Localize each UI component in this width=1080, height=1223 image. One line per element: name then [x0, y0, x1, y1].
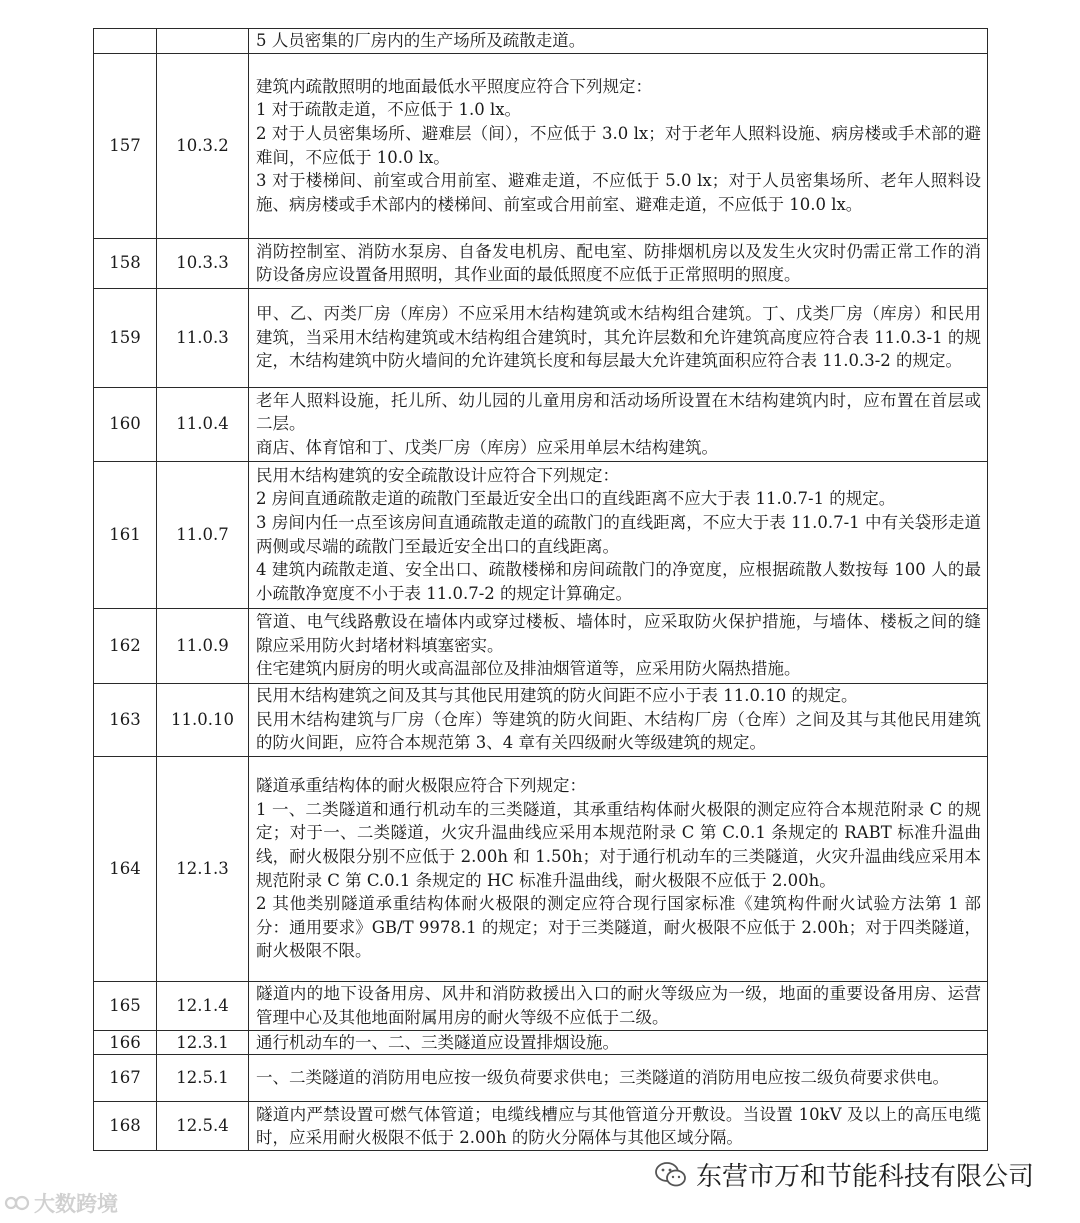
company-watermark	[654, 1156, 1034, 1193]
source-logo-icon	[4, 1192, 30, 1214]
company-watermark-text: 东营市万和节能科技有限公司	[696, 1162, 1035, 1192]
wechat-icon	[654, 1160, 688, 1190]
clause-text	[249, 756, 988, 981]
clause-text-line: 建筑内疏散照明的地面最低水平照度应符合下列规定：	[256, 76, 652, 96]
row-number: 158	[94, 238, 157, 288]
table-row	[94, 387, 988, 461]
clause-number: 10.3.2	[157, 53, 249, 238]
clause-text	[249, 29, 988, 54]
clause-text	[249, 387, 988, 461]
clause-text-line: 管道、电气线路敷设在墙体内或穿过楼板、墙体时，应采取防火保护措施，与墙体、楼板之间的缝隙应采用防火封堵材料填塞密实。	[256, 612, 981, 655]
row-number	[94, 29, 157, 54]
clause-text-line: 3 房间内任一点至该房间直通疏散走道的疏散门的直线距离，不应大于表 11.0.7-1 中有关袋形走道两侧或尽端的疏散门至最近安全出口的直线距离。	[256, 513, 981, 556]
clause-text-line: 4 建筑内疏散走道、安全出口、疏散楼梯和房间疏散门的净宽度，应根据疏散人数按每 100 人的最小疏散净宽度不小于表 11.0.7-2 的规定计算确定。	[256, 560, 981, 603]
clause-text	[249, 608, 988, 683]
clause-number: 11.0.10	[157, 683, 249, 756]
table-row	[94, 1030, 988, 1055]
clause-text	[249, 53, 988, 238]
clause-number: 12.5.4	[157, 1102, 249, 1151]
table-row	[94, 29, 988, 54]
clause-number: 11.0.7	[157, 461, 249, 608]
clause-text-line: 2 其他类别隧道承重结构体耐火极限的测定应符合现行国家标准《建筑构件耐火试验方法第 1 部分：通用要求》GB/T 9978.1 的规定；对于三类隧道，耐火极限不应低于 2.00h；对于四类隧道，耐火极限不限。	[256, 894, 981, 961]
clause-text-line: 1 对于疏散走道，不应低于 1.0 lx。	[256, 100, 522, 120]
clause-text-line: 民用木结构建筑之间及其与其他民用建筑的防火间距不应小于表 11.0.10 的规定。	[256, 686, 858, 706]
regulation-table	[93, 28, 988, 1151]
table-row	[94, 1102, 988, 1151]
clause-text	[249, 1102, 988, 1151]
row-number: 168	[94, 1102, 157, 1151]
row-number: 163	[94, 683, 157, 756]
clause-number: 12.3.1	[157, 1030, 249, 1055]
row-number: 167	[94, 1055, 157, 1102]
clause-text-line: 1 一、二类隧道和通行机动车的三类隧道，其承重结构体耐火极限的测定应符合本规范附录 C 的规定；对于一、二类隧道，火灾升温曲线应采用本规范附录 C 第 C.0.1 条规定的 RABT 标准升温曲线，耐火极限分别不应低于 2.00h 和 1.50h；对于通行机动车的三类隧道，火灾升温曲线应采用本规范附录 C 第 C.0.1 条规定的 HC 标准升温曲线，耐火极限不应低于 2.00h。	[256, 799, 981, 890]
table-row	[94, 683, 988, 756]
table-row	[94, 461, 988, 608]
row-number: 159	[94, 288, 157, 387]
clause-text-line: 3 对于楼梯间、前室或合用前室、避难走道，不应低于 5.0 lx；对于人员密集场所、老年人照料设施、病房楼或手术部内的楼梯间、前室或合用前室、避难走道，不应低于 10.0 lx。	[256, 171, 981, 214]
source-watermark	[4, 1188, 118, 1218]
regulation-table-body	[94, 29, 988, 1151]
clause-number: 12.1.4	[157, 981, 249, 1030]
clause-text-line: 隧道承重结构体的耐火极限应符合下列规定：	[256, 776, 586, 796]
clause-text-line: 老年人照料设施，托儿所、幼儿园的儿童用房和活动场所设置在木结构建筑内时，应布置在首层或二层。	[256, 390, 981, 434]
clause-text-line: 2 对于人员密集场所、避难层（间），不应低于 3.0 lx；对于老年人照料设施、病房楼或手术部的避难间，不应低于 10.0 lx。	[256, 124, 981, 167]
clause-number: 11.0.3	[157, 288, 249, 387]
row-number: 160	[94, 387, 157, 461]
clause-text-line: 民用木结构建筑的安全疏散设计应符合下列规定：	[256, 465, 619, 485]
clause-text	[249, 1030, 988, 1055]
clause-number: 12.1.3	[157, 756, 249, 981]
clause-number: 11.0.4	[157, 387, 249, 461]
clause-text	[249, 461, 988, 608]
clause-text	[249, 1055, 988, 1102]
table-row	[94, 981, 988, 1030]
clause-text-line: 商店、体育馆和丁、戊类厂房（库房）应采用单层木结构建筑。	[256, 437, 718, 457]
clause-text-line: 民用木结构建筑与厂房（仓库）等建筑的防火间距、木结构厂房（仓库）之间及其与其他民用建筑的防火间距，应符合本规范第 3、4 章有关四级耐火等级建筑的规定。	[256, 709, 981, 753]
clause-number: 10.3.3	[157, 238, 249, 288]
table-row	[94, 608, 988, 683]
clause-number: 11.0.9	[157, 608, 249, 683]
table-row	[94, 1055, 988, 1102]
clause-text	[249, 981, 988, 1030]
row-number: 161	[94, 461, 157, 608]
table-row	[94, 53, 988, 238]
row-number: 164	[94, 756, 157, 981]
clause-text-line: 隧道内的地下设备用房、风井和消防救援出入口的耐火等级应为一级，地面的重要设备用房、运营管理中心及其他地面附属用房的耐火等级不应低于二级。	[256, 984, 981, 1027]
clause-text-line: 一、二类隧道的消防用电应按一级负荷要求供电；三类隧道的消防用电应按二级负荷要求供电。	[256, 1068, 949, 1088]
table-row	[94, 288, 988, 387]
clause-text-line: 住宅建筑内厨房的明火或高温部位及排油烟管道等，应采用防火隔热措施。	[256, 659, 801, 679]
clause-text-line: 通行机动车的一、二、三类隧道应设置排烟设施。	[256, 1032, 619, 1052]
clause-number	[157, 29, 249, 54]
row-number: 157	[94, 53, 157, 238]
clause-text-line: 5 人员密集的厂房内的生产场所及疏散走道。	[256, 31, 586, 50]
clause-text-line: 甲、乙、丙类厂房（库房）不应采用木结构建筑或木结构组合建筑。丁、戊类厂房（库房）和民用建筑，当采用木结构建筑或木结构组合建筑时，其允许层数和允许建筑高度应符合表 11.0.3-1 的规定，木结构建筑中防火墙间的允许建筑长度和每层最大允许建筑面积应符合表 11.0.3-2 的规定。	[256, 304, 981, 371]
clause-text-line: 2 房间直通疏散走道的疏散门至最近安全出口的直线距离不应大于表 11.0.7-1 的规定。	[256, 489, 896, 509]
source-watermark-text: 大数跨境	[34, 1192, 118, 1216]
clause-number: 12.5.1	[157, 1055, 249, 1102]
row-number: 166	[94, 1030, 157, 1055]
clause-text	[249, 288, 988, 387]
row-number: 165	[94, 981, 157, 1030]
table-row	[94, 756, 988, 981]
clause-text	[249, 238, 988, 288]
row-number: 162	[94, 608, 157, 683]
clause-text-line: 隧道内严禁设置可燃气体管道；电缆线槽应与其他管道分开敷设。当设置 10kV 及以上的高压电缆时，应采用耐火极限不低于 2.00h 的防火分隔体与其他区域分隔。	[256, 1104, 981, 1148]
table-row	[94, 238, 988, 288]
clause-text-line: 消防控制室、消防水泵房、自备发电机房、配电室、防排烟机房以及发生火灾时仍需正常工作的消防设备房应设置备用照明，其作业面的最低照度不应低于正常照明的照度。	[256, 241, 981, 285]
clause-text	[249, 683, 988, 756]
